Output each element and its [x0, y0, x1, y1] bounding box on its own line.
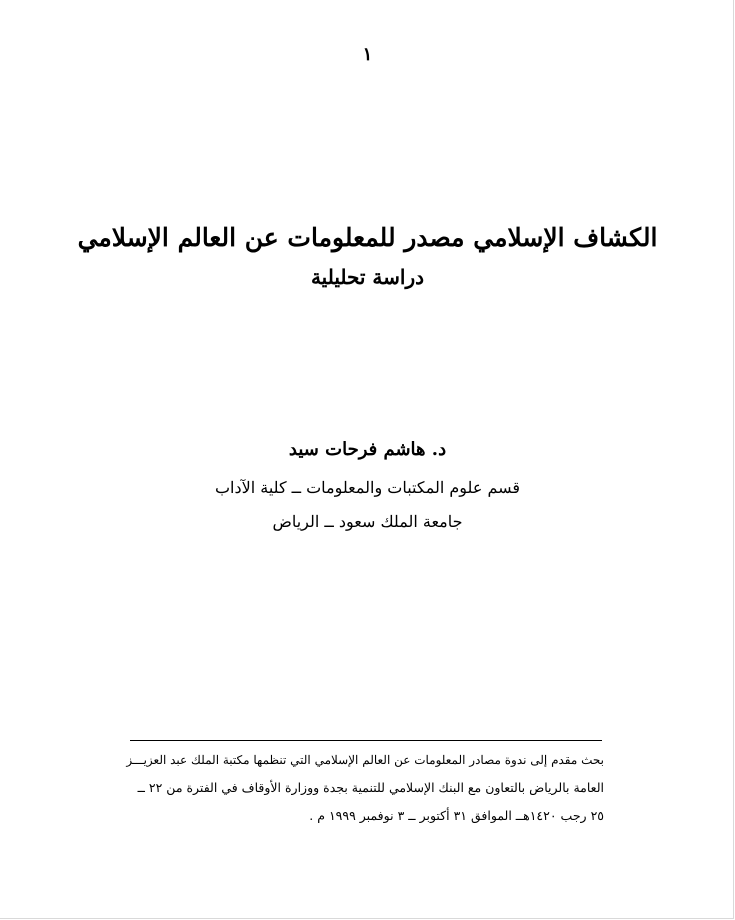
document-title: الكشاف الإسلامي مصدر للمعلومات عن العالم الإسلامي [77, 223, 658, 252]
author-university: جامعة الملك سعود ــ الرياض [272, 512, 463, 531]
author-name: د. هاشم فرحات سيد [288, 439, 447, 460]
author-block [60, 436, 675, 532]
author-department: قسم علوم المكتبات والمعلومات ــ كلية الآداب [214, 478, 521, 497]
page-number: ١ [362, 44, 373, 65]
footnote-line: العامة بالرياض بالتعاون مع البنك الإسلامي للتنمية بجدة ووزارة الأوقاف في الفترة من ٢٢ ــ [137, 780, 604, 795]
footnote [118, 746, 604, 830]
document-subtitle: دراسة تحليلية [310, 265, 425, 289]
footnote-divider [130, 740, 602, 741]
footnote-line: ٢٥ رجب ١٤٢٠هــ الموافق ٣١ أكتوبر ــ ٣ نوفمبر ١٩٩٩ م . [309, 808, 604, 823]
footnote-line: بحث مقدم إلى ندوة مصادر المعلومات عن العالم الإسلامي التي تنظمها مكتبة الملك عبد العزيـــز [126, 753, 604, 767]
